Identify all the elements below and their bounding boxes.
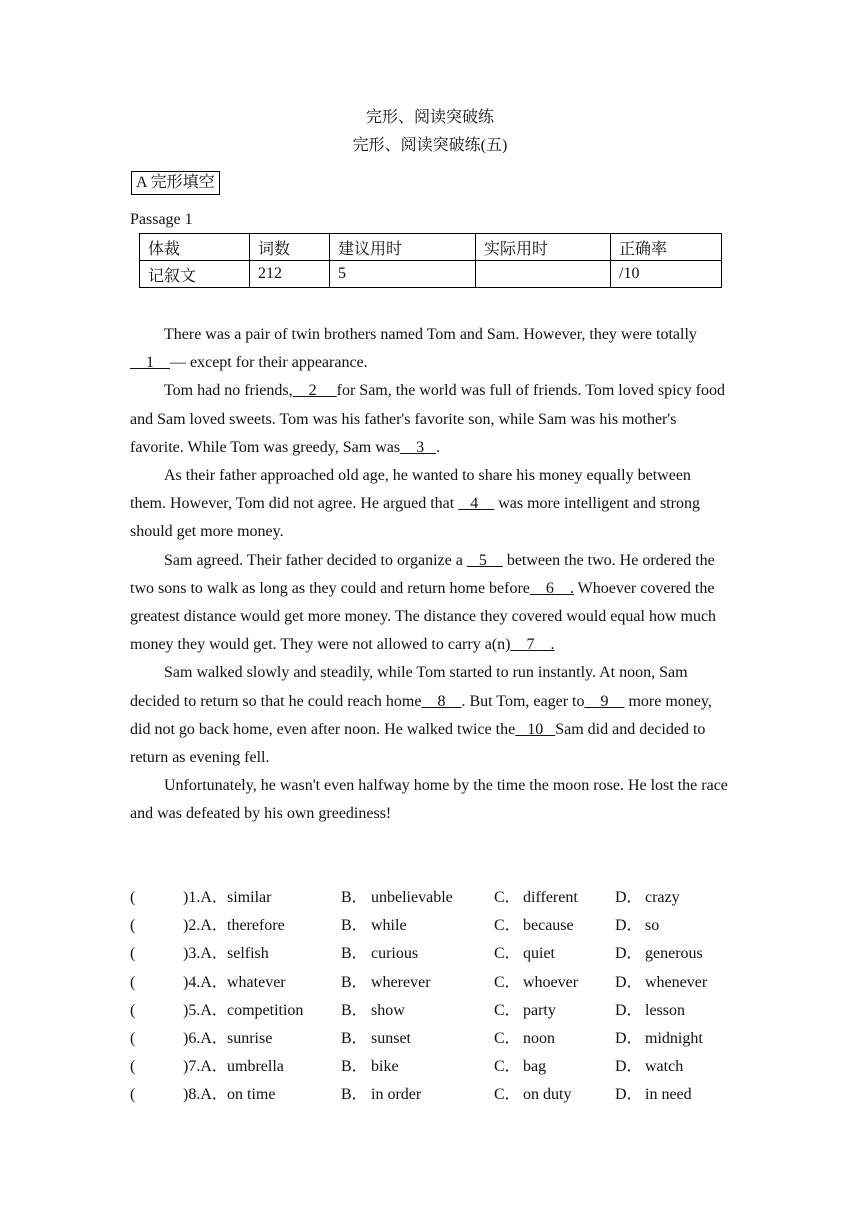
answer-paren[interactable]: ( (130, 1029, 136, 1047)
paragraph-1 (130, 321, 730, 377)
option-d: whenever (645, 973, 708, 991)
text: for Sam, the world was full of friends. Tom loved spicy food and Sam loved sweets. Tom was his father's favorite son, while Sam was his mother's favorite. While Tom was greedy, Sam was (130, 382, 725, 456)
text: more money, did not go back home, even after noon. He walked twice the (130, 692, 712, 738)
option-d-marker: D． (615, 1086, 643, 1104)
text: As their father approached old age, he wanted to share his money equally between them. However, Tom did not agree. He argued that (130, 467, 691, 513)
option-a: therefore (227, 917, 285, 935)
option-c: bag (523, 1058, 547, 1076)
option-c: party (523, 1001, 556, 1019)
option-d-marker: D． (615, 1058, 643, 1076)
text: Unfortunately, he wasn't even halfway home by the time the moon rose. He lost the race and was defeated by his own greediness! (130, 777, 728, 823)
option-b-marker: B． (341, 889, 368, 906)
value-suggested-time: 5 (330, 261, 476, 288)
text: Sam agreed. Their father decided to organize a (164, 551, 467, 569)
text: Tom had no friends, (164, 382, 293, 400)
header-actual-time: 实际用时 (476, 234, 611, 261)
option-c-marker: C． (494, 889, 521, 906)
question-number: )5.A． (183, 1001, 228, 1019)
section-heading: A 完形填空 (131, 171, 220, 195)
text: between the two. He ordered the two sons to walk as long as they could and return home before (130, 551, 715, 597)
blank-8: 8 (421, 692, 462, 710)
question-number: )3.A． (183, 945, 228, 963)
answer-paren[interactable]: ( (130, 973, 136, 991)
header-accuracy: 正确率 (611, 234, 722, 261)
text: Whoever covered the greatest distance would get more money. The distance they covered would equal how much money they would get. They were not allowed to carry a(n) (130, 579, 717, 654)
question-row (130, 969, 730, 997)
text: . (436, 438, 441, 456)
text: Sam did and decided to return as evening fell. (130, 720, 706, 767)
answer-paren[interactable]: ( (130, 945, 136, 963)
question-row (130, 884, 730, 912)
option-c-marker: C． (494, 973, 521, 991)
option-b: unbelievable (371, 889, 453, 906)
option-d-marker: D． (615, 917, 643, 935)
option-d: in need (645, 1086, 692, 1104)
option-a: umbrella (227, 1058, 284, 1076)
text: . But Tom, eager to (461, 692, 585, 710)
question-number: )7.A． (183, 1058, 228, 1076)
header-genre: 体裁 (140, 234, 250, 261)
paragraph-5 (130, 659, 730, 772)
option-b: in order (371, 1086, 422, 1104)
option-c: quiet (523, 945, 555, 963)
option-c-marker: C． (494, 917, 521, 935)
blank-3: 3 (400, 438, 437, 456)
option-d: midnight (645, 1029, 703, 1047)
option-d: lesson (645, 1001, 685, 1019)
option-d-marker: D． (615, 1001, 643, 1019)
option-a: sunrise (227, 1029, 273, 1047)
paragraph-2 (130, 377, 730, 462)
option-a: competition (227, 1001, 304, 1019)
option-d: watch (645, 1058, 684, 1076)
info-table-value-row (140, 261, 722, 288)
answer-paren[interactable]: ( (130, 1086, 136, 1104)
value-word-count: 212 (250, 261, 330, 288)
option-c: whoever (523, 973, 579, 991)
option-d: generous (645, 945, 703, 963)
option-c-marker: C． (494, 945, 521, 963)
blank-4: 4 (458, 495, 495, 513)
option-b-marker: B． (341, 1001, 368, 1019)
option-c: different (523, 889, 578, 906)
option-c-marker: C． (494, 1001, 521, 1019)
option-b-marker: B． (341, 1029, 368, 1047)
option-b: show (371, 1001, 405, 1019)
option-a: on time (227, 1086, 276, 1104)
question-row (130, 912, 730, 940)
option-b-marker: B． (341, 973, 368, 991)
question-row (130, 997, 730, 1025)
text: was more intelligent and strong should get more money. (130, 495, 700, 541)
option-d-marker: D． (615, 1029, 643, 1047)
options-list (130, 884, 730, 1110)
option-c-marker: C． (494, 1058, 521, 1076)
blank-5: 5 (466, 551, 503, 569)
text: — except for their appearance. (170, 354, 368, 372)
option-b-marker: B． (341, 1058, 368, 1076)
paragraph-3 (130, 462, 730, 547)
question-number: )8.A． (183, 1086, 228, 1104)
blank-6: 6 . (529, 579, 574, 597)
option-c-marker: C． (494, 1086, 521, 1104)
question-row (130, 1081, 730, 1109)
text: There was a pair of twin brothers named Tom and Sam. However, they were totally (164, 326, 697, 343)
option-b: sunset (371, 1029, 411, 1047)
question-number: )2.A． (183, 917, 228, 935)
value-actual-time[interactable] (476, 261, 611, 288)
option-b-marker: B． (341, 917, 368, 935)
header-suggested-time: 建议用时 (330, 234, 476, 261)
answer-paren[interactable]: ( (130, 889, 136, 906)
info-table (139, 233, 722, 288)
paragraph-4 (130, 547, 730, 660)
header-word-count: 词数 (250, 234, 330, 261)
option-d-marker: D． (615, 889, 643, 906)
option-b: while (371, 917, 407, 935)
question-number: )6.A． (183, 1029, 228, 1047)
info-table-header-row (140, 234, 722, 261)
paragraph-6 (130, 772, 730, 828)
option-b-marker: B． (341, 945, 368, 963)
passage-text (130, 321, 730, 829)
blank-1: 1 (130, 354, 170, 372)
option-c: because (523, 917, 574, 935)
option-a: selfish (227, 945, 269, 963)
option-d: so (645, 917, 660, 935)
text: Sam walked slowly and steadily, while Tom started to run instantly. At noon, Sam decided to return so that he could reach home (130, 664, 688, 710)
option-d: crazy (645, 889, 680, 906)
option-b: bike (371, 1058, 399, 1076)
option-d-marker: D． (615, 973, 643, 991)
answer-paren[interactable]: ( (130, 1058, 136, 1076)
option-b: wherever (371, 973, 431, 991)
question-row (130, 1053, 730, 1081)
answer-paren[interactable]: ( (130, 917, 136, 935)
blank-10: 10 (515, 720, 556, 738)
blank-9: 9 (584, 692, 625, 710)
page-subtitle: 完形、阅读突破练(五) (352, 137, 508, 154)
question-number: )4.A． (183, 973, 228, 991)
value-genre: 记叙文 (140, 261, 250, 288)
question-row (130, 940, 730, 968)
passage-label: Passage 1 (130, 211, 193, 228)
answer-paren[interactable]: ( (130, 1001, 136, 1019)
page-title: 完形、阅读突破练 (365, 109, 494, 126)
option-b-marker: B． (341, 1086, 368, 1104)
option-c: on duty (523, 1086, 572, 1104)
blank-2: 2 (292, 382, 337, 400)
question-number: )1.A． (183, 889, 228, 906)
option-c: noon (523, 1029, 555, 1047)
blank-7: 7 . (510, 636, 555, 654)
option-b: curious (371, 945, 419, 963)
value-accuracy: /10 (611, 261, 722, 288)
option-d-marker: D． (615, 945, 643, 963)
option-a: similar (227, 889, 272, 906)
option-c-marker: C． (494, 1029, 521, 1047)
question-row (130, 1025, 730, 1053)
option-a: whatever (227, 973, 286, 991)
